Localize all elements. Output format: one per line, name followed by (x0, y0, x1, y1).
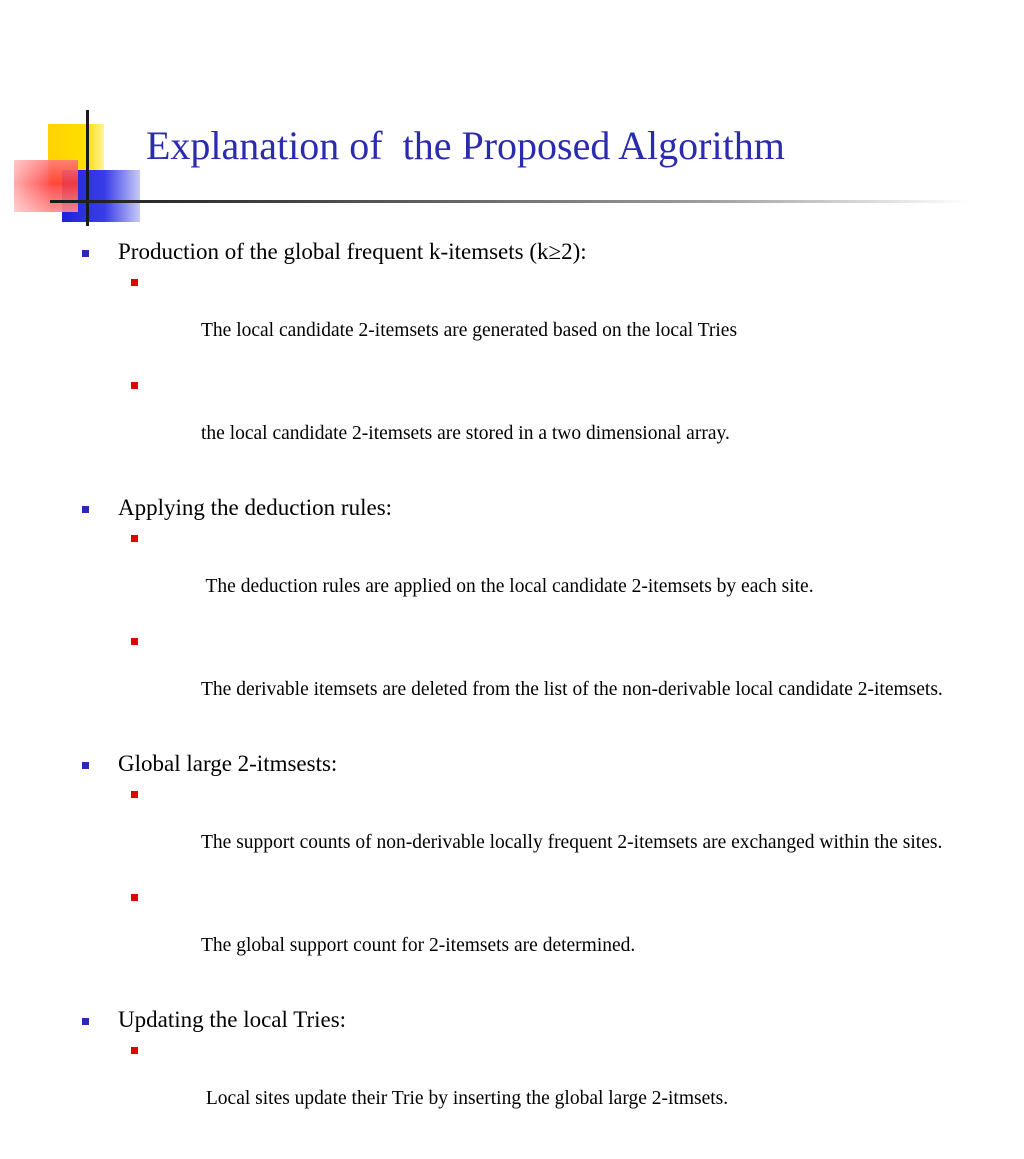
bullet-text: The local candidate 2-itemsets are generated based on the local Tries (201, 320, 738, 341)
section-heading: Applying the deduction rules: (118, 495, 393, 520)
bullet-text: Local sites update their Trie by inserting the global large 2-itmsets. (201, 1088, 729, 1109)
bullet-level2 (80, 886, 1000, 982)
bullet-text: The global support count for 2-itemsets are determined. (201, 935, 636, 956)
bullet-level2 (80, 783, 1000, 879)
square-bullet-icon (82, 250, 89, 257)
bullet-content (80, 238, 1000, 1159)
bullet-level2 (80, 271, 1000, 367)
bullet-text: The support counts of non-derivable locally frequent 2-itemsets are exchanged within the sites. (201, 832, 943, 853)
section-heading: Production of the global frequent k-itemsets (k≥2): (118, 239, 587, 264)
square-bullet-icon (82, 1018, 89, 1025)
square-bullet-icon (82, 762, 89, 769)
title-underline (50, 200, 970, 203)
section-heading: Global large 2-itmsests: (118, 751, 338, 776)
bullet-level2 (80, 527, 1000, 623)
decorative-vertical-line (86, 110, 89, 226)
bullet-level1 (80, 1006, 1000, 1034)
bullet-level2 (80, 1039, 1000, 1135)
square-bullet-icon (131, 535, 138, 542)
square-bullet-icon (82, 506, 89, 513)
bullet-level2 (80, 630, 1000, 726)
decorative-red-highlight (14, 160, 78, 212)
bullet-level1 (80, 238, 1000, 266)
square-bullet-icon (131, 791, 138, 798)
section-heading: Updating the local Tries: (118, 1007, 347, 1032)
section-deduction (80, 494, 1000, 726)
square-bullet-icon (131, 1047, 138, 1054)
section-updating (80, 1006, 1000, 1135)
bullet-text: The derivable itemsets are deleted from the list of the non-derivable local candidate 2-itemsets. (201, 679, 943, 700)
bullet-level2 (80, 374, 1000, 470)
bullet-level1 (80, 750, 1000, 778)
bullet-level1 (80, 494, 1000, 522)
slide-title: Explanation of the Proposed Algorithm (146, 123, 785, 168)
square-bullet-icon (131, 894, 138, 901)
bullet-text: the local candidate 2-itemsets are stored in a two dimensional array. (201, 423, 730, 444)
square-bullet-icon (131, 382, 138, 389)
square-bullet-icon (131, 638, 138, 645)
bullet-text: The deduction rules are applied on the local candidate 2-itemsets by each site. (201, 576, 814, 597)
section-production (80, 238, 1000, 470)
section-global-large (80, 750, 1000, 982)
square-bullet-icon (131, 279, 138, 286)
